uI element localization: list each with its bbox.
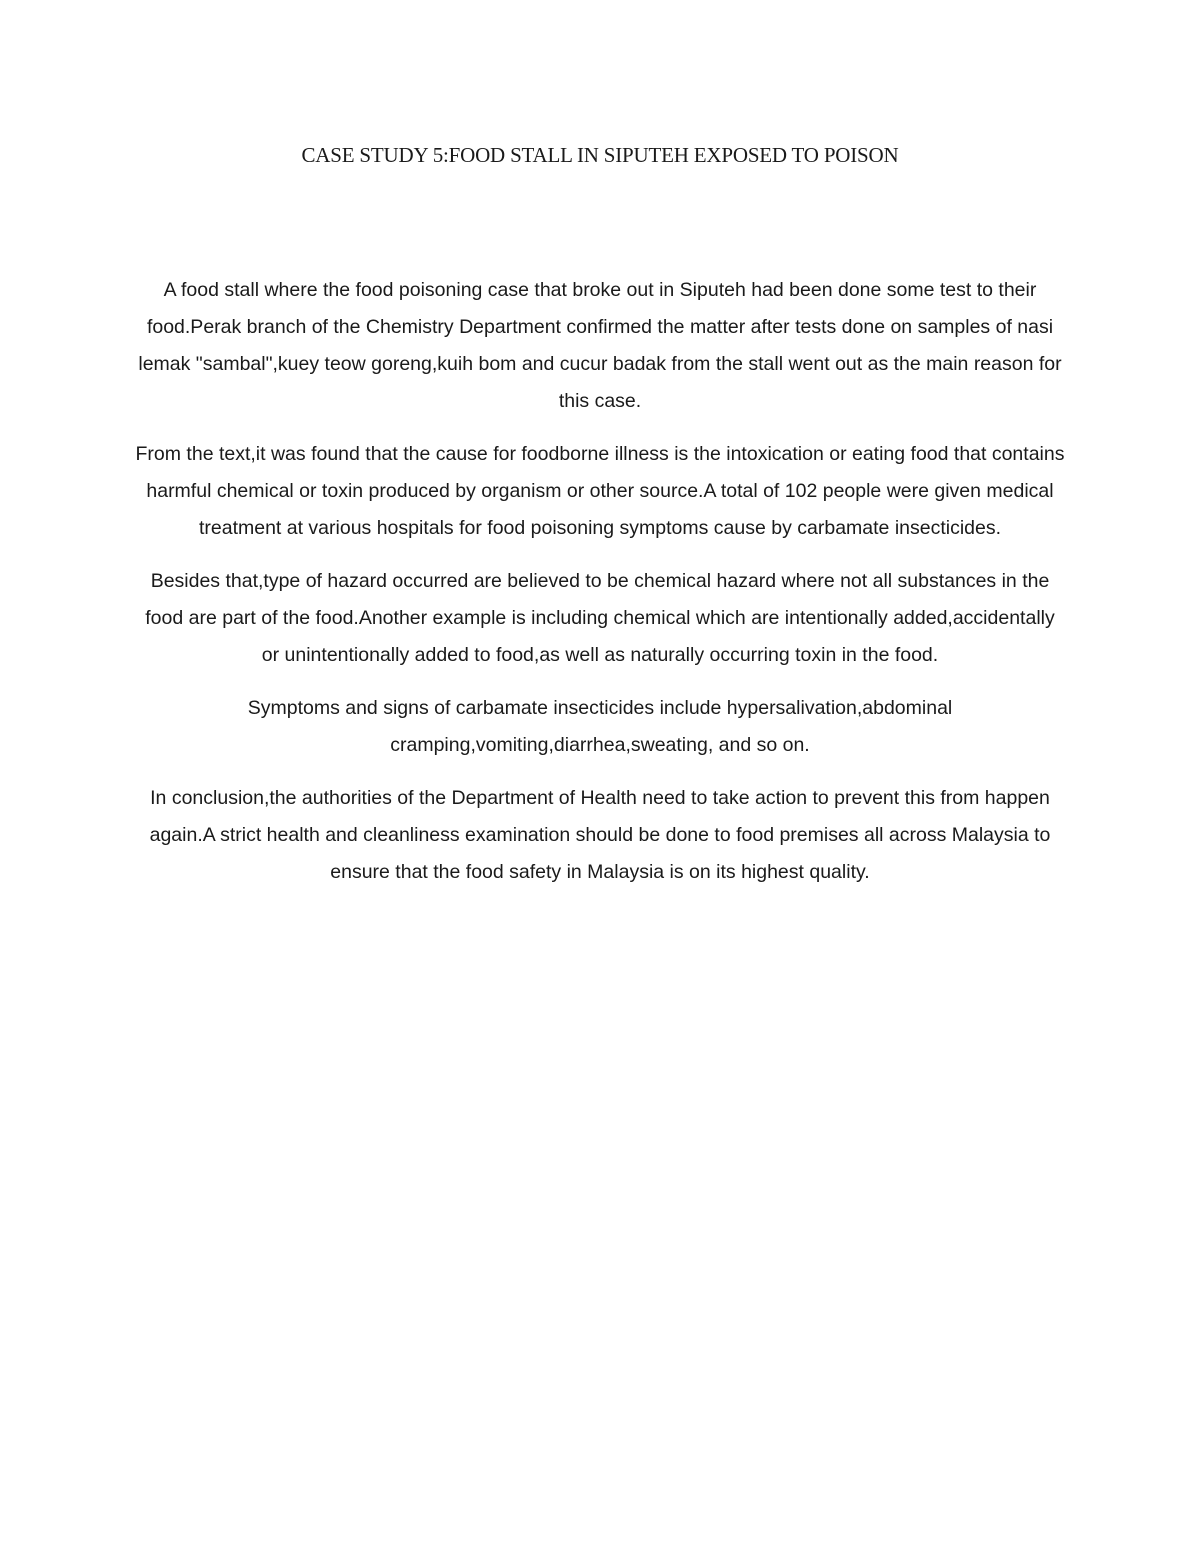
document-body: [135, 272, 1065, 907]
document-title: CASE STUDY 5:FOOD STALL IN SIPUTEH EXPOSED TO POISON: [301, 143, 899, 167]
paragraph-symptoms: Symptoms and signs of carbamate insecticides include hypersalivation,abdominal cramping,vomiting,diarrhea,sweating, and so on.: [247, 697, 953, 756]
paragraph-hazard-type: Besides that,type of hazard occurred are believed to be chemical hazard where not all substances in the food are part of the food.Another example is including chemical which are intentionally added,accidentally or unintentionally added to food,as well as naturally occurring toxin in the food.: [145, 570, 1055, 666]
paragraph-cause: From the text,it was found that the cause for foodborne illness is the intoxication or eating food that contains harmful chemical or toxin produced by organism or other source.A total of 102 people were given medical treatment at various hospitals for food poisoning symptoms cause by carbamate insecticides.: [135, 443, 1065, 539]
paragraph-introduction: A food stall where the food poisoning case that broke out in Siputeh had been done some test to their food.Perak branch of the Chemistry Department confirmed the matter after tests done on samples of nasi lemak "sambal",kuey teow goreng,kuih bom and cucur badak from the stall went out as the main reason for this case.: [138, 279, 1062, 412]
paragraph-conclusion: In conclusion,the authorities of the Department of Health need to take action to prevent this from happen again.A strict health and cleanliness examination should be done to food premises all across Malaysia to ensure that the food safety in Malaysia is on its highest quality.: [149, 787, 1051, 883]
